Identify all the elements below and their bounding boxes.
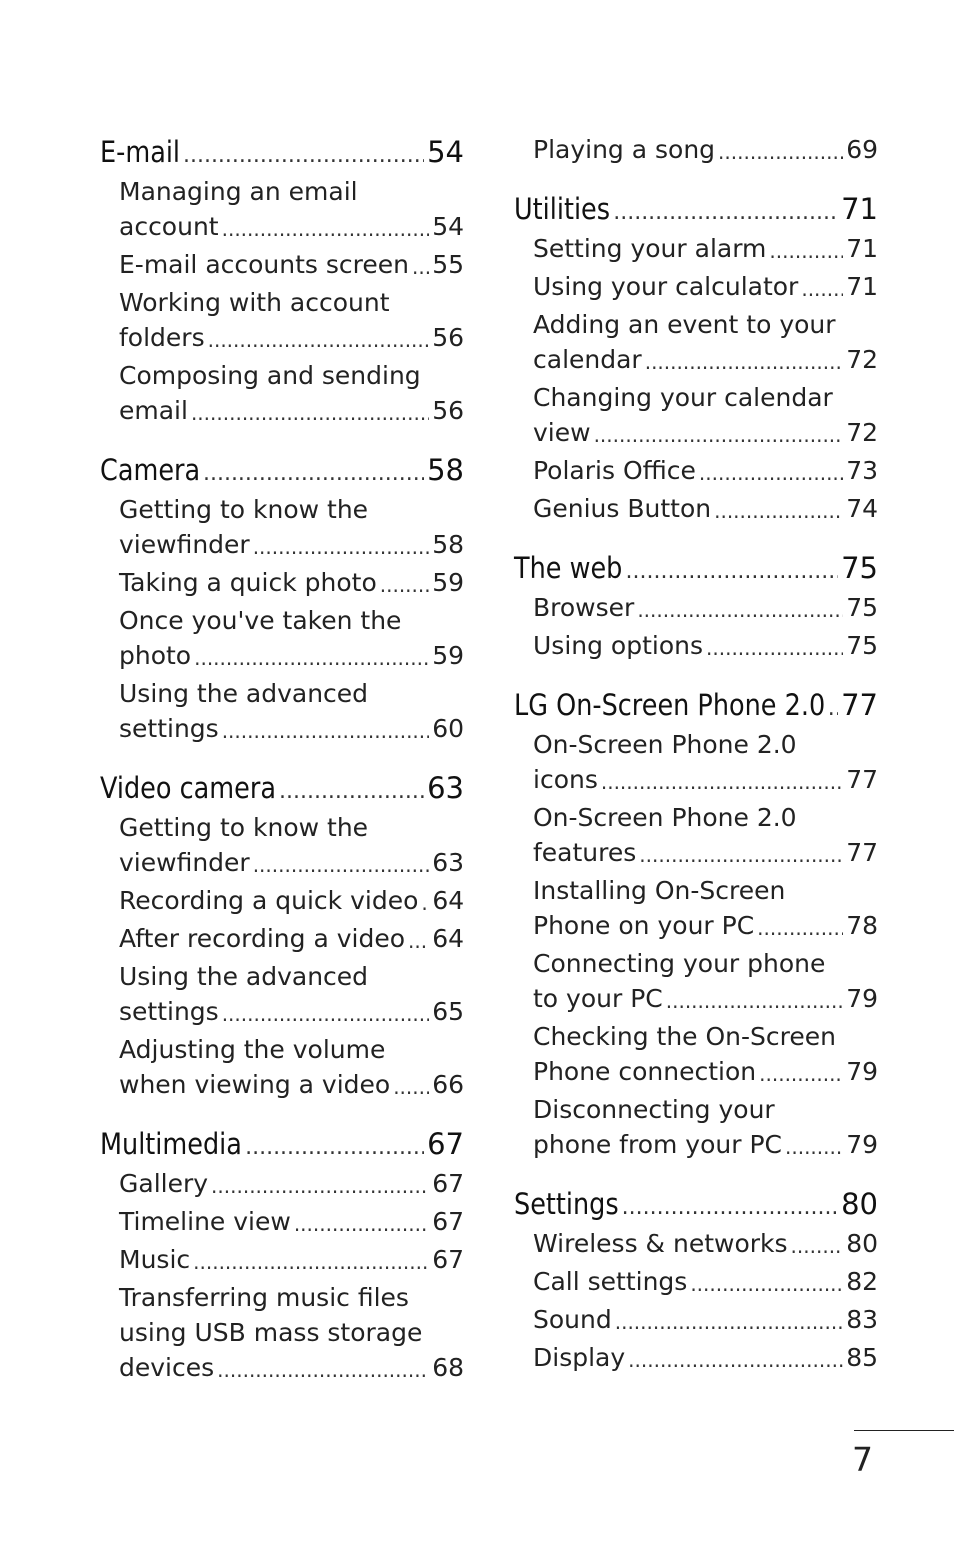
entry-line (119, 527, 464, 562)
entry-line (533, 628, 878, 663)
section-heading[interactable] (100, 450, 464, 490)
dot-leader (421, 888, 429, 918)
entry-line (533, 946, 878, 981)
entry-list (100, 1166, 464, 1385)
dot-leader (625, 556, 838, 588)
section-heading[interactable] (514, 685, 878, 725)
dot-leader (194, 643, 429, 673)
toc-entry[interactable] (119, 676, 464, 746)
entry-line (533, 1302, 878, 1337)
entry-text: view (533, 418, 591, 447)
entry-page-number: 54 (432, 212, 464, 241)
toc-section (514, 132, 878, 167)
toc-entry[interactable] (119, 174, 464, 244)
toc-section (514, 548, 878, 663)
entry-page-number: 55 (432, 250, 464, 279)
entry-page-number: 59 (432, 568, 464, 597)
entry-page-number: 72 (846, 345, 878, 374)
entry-line (533, 835, 878, 870)
entry-text: Working with account (119, 288, 390, 317)
entry-page-number: 73 (846, 456, 878, 485)
entry-line (533, 453, 878, 488)
toc-entry[interactable] (119, 1032, 464, 1102)
section-heading[interactable] (100, 1124, 464, 1164)
section-heading[interactable] (514, 1184, 878, 1224)
entry-page-number: 64 (432, 924, 464, 953)
entry-text: email (119, 396, 188, 425)
dot-leader (791, 1231, 844, 1261)
entry-line (533, 762, 878, 797)
entry-text: viewfinder (119, 530, 250, 559)
entry-line (119, 492, 464, 527)
entry-page-number: 75 (846, 631, 878, 660)
toc-section (514, 685, 878, 1162)
dot-leader (222, 214, 430, 244)
section-title: E-mail (100, 135, 181, 169)
entry-text: Call settings (533, 1267, 688, 1296)
toc-entry[interactable] (533, 132, 878, 167)
toc-entry[interactable] (119, 1204, 464, 1239)
entry-line (119, 358, 464, 393)
entry-text: On-Screen Phone 2.0 (533, 803, 797, 832)
toc-section (514, 1184, 878, 1375)
entry-line (533, 1092, 878, 1127)
entry-text: Polaris Office (533, 456, 696, 485)
entry-line (119, 711, 464, 746)
section-page-number: 67 (427, 1127, 464, 1161)
toc-entry[interactable] (533, 628, 878, 663)
entry-line (119, 393, 464, 428)
entry-page-number: 77 (846, 765, 878, 794)
toc-entry[interactable] (119, 1280, 464, 1385)
dot-leader (191, 398, 429, 428)
entry-text: Managing an email (119, 177, 358, 206)
entry-text: Connecting your phone (533, 949, 826, 978)
toc-entry[interactable] (119, 247, 464, 282)
entry-text: Disconnecting your (533, 1095, 775, 1124)
dot-leader (183, 140, 424, 172)
entry-text: account (119, 212, 219, 241)
entry-line (119, 883, 464, 918)
toc-entry[interactable] (533, 1092, 878, 1162)
entry-line (533, 491, 878, 526)
toc-entry[interactable] (119, 603, 464, 673)
entry-line (119, 1032, 464, 1067)
entry-page-number: 58 (432, 530, 464, 559)
entry-line (119, 1315, 464, 1350)
entry-line (533, 1340, 878, 1375)
entry-text: E-mail accounts screen (119, 250, 410, 279)
entry-page-number: 68 (432, 1353, 464, 1382)
dot-leader (408, 926, 429, 956)
page-number-rule (854, 1430, 954, 1431)
entry-line (533, 727, 878, 762)
entry-page-number: 78 (846, 911, 878, 940)
toc-section (100, 1124, 464, 1385)
toc-entry[interactable] (119, 565, 464, 600)
entry-text: folders (119, 323, 205, 352)
toc-entry[interactable] (533, 1226, 878, 1261)
entry-text: Recording a quick video (119, 886, 419, 915)
toc-section (514, 189, 878, 526)
dot-leader (279, 776, 424, 808)
page-number: 7 (852, 1440, 873, 1479)
entry-line (533, 1054, 878, 1089)
entry-text: Using the advanced (119, 679, 369, 708)
entry-text: Genius Button (533, 494, 712, 523)
entry-text: Transferring music files (119, 1283, 409, 1312)
entry-page-number: 72 (846, 418, 878, 447)
section-page-number: 58 (427, 453, 464, 487)
entry-line (119, 1280, 464, 1315)
entry-text: Once you've taken the (119, 606, 402, 635)
entry-text: Music (119, 1245, 191, 1274)
entry-text: Composing and sending (119, 361, 421, 390)
toc-entry[interactable] (119, 1166, 464, 1201)
dot-leader (801, 274, 843, 304)
toc-entry[interactable] (119, 959, 464, 1029)
entry-line (119, 1350, 464, 1385)
entry-text: Using the advanced (119, 962, 369, 991)
entry-line (533, 800, 878, 835)
toc-entry[interactable] (533, 590, 878, 625)
entry-line (119, 1204, 464, 1239)
toc-entry[interactable] (533, 946, 878, 1016)
entry-text: Using options (533, 631, 704, 660)
dot-leader (253, 850, 429, 880)
toc-section (100, 132, 464, 428)
toc-left-column (100, 132, 464, 1407)
entry-line (119, 209, 464, 244)
entry-text: Getting to know the (119, 813, 369, 842)
toc-entry[interactable] (533, 269, 878, 304)
entry-line (533, 1264, 878, 1299)
entry-text: After recording a video (119, 924, 405, 953)
entry-line (533, 908, 878, 943)
dot-leader (828, 693, 838, 725)
toc-entry[interactable] (533, 873, 878, 943)
entry-text: Phone on your PC (533, 911, 755, 940)
dot-leader (706, 633, 843, 663)
entry-list (100, 492, 464, 746)
dot-leader (757, 913, 843, 943)
dot-leader (193, 1247, 429, 1277)
toc-entry[interactable] (533, 1019, 878, 1089)
dot-leader (666, 986, 843, 1016)
entry-page-number: 67 (432, 1169, 464, 1198)
section-heading[interactable] (100, 132, 464, 172)
entry-line (119, 959, 464, 994)
entry-text: photo (119, 641, 192, 670)
entry-text: settings (119, 997, 219, 1026)
section-heading[interactable] (514, 548, 878, 588)
entry-line (119, 638, 464, 673)
dot-leader (601, 767, 843, 797)
entry-page-number: 63 (432, 848, 464, 877)
entry-line (119, 676, 464, 711)
dot-leader (645, 347, 843, 377)
entry-text: Adding an event to your (533, 310, 836, 339)
section-title: The web (514, 551, 623, 585)
dot-leader (714, 496, 843, 526)
dot-leader (253, 532, 429, 562)
entry-page-number: 67 (432, 1207, 464, 1236)
entry-list (514, 231, 878, 526)
entry-line (533, 380, 878, 415)
toc-entry[interactable] (119, 883, 464, 918)
section-title: Utilities (514, 192, 611, 226)
entry-page-number: 59 (432, 641, 464, 670)
entry-line (533, 269, 878, 304)
section-title: Camera (100, 453, 201, 487)
entry-text: icons (533, 765, 598, 794)
dot-leader (222, 716, 429, 746)
dot-leader (203, 458, 424, 490)
dot-leader (615, 1307, 843, 1337)
entry-list (100, 174, 464, 428)
dot-leader (759, 1059, 843, 1089)
entry-text: calendar (533, 345, 642, 374)
entry-page-number: 82 (846, 1267, 878, 1296)
dot-leader (785, 1132, 843, 1162)
toc-entry[interactable] (119, 810, 464, 880)
entry-line (119, 994, 464, 1029)
entry-line (119, 603, 464, 638)
entry-text: Adjusting the volume (119, 1035, 386, 1064)
entry-line (533, 873, 878, 908)
dot-leader (690, 1269, 843, 1299)
entry-text: settings (119, 714, 219, 743)
entry-page-number: 60 (432, 714, 464, 743)
dot-leader (613, 197, 838, 229)
entry-text: Wireless & networks (533, 1229, 788, 1258)
dot-leader (639, 840, 843, 870)
entry-page-number: 56 (432, 396, 464, 425)
entry-text: using USB mass storage (119, 1318, 423, 1347)
entry-text: Phone connection (533, 1057, 757, 1086)
dot-leader (699, 458, 843, 488)
toc-entry[interactable] (533, 231, 878, 266)
section-page-number: 80 (841, 1187, 878, 1221)
dot-leader (393, 1072, 429, 1102)
toc-section (100, 768, 464, 1102)
entry-text: Setting your alarm (533, 234, 767, 263)
section-title: Video camera (100, 771, 276, 805)
entry-line (119, 320, 464, 355)
entry-line (533, 590, 878, 625)
entry-text: Getting to know the (119, 495, 369, 524)
entry-page-number: 79 (846, 1130, 878, 1159)
entry-line (119, 247, 464, 282)
section-title: Multimedia (100, 1127, 242, 1161)
entry-text: Gallery (119, 1169, 209, 1198)
dot-leader (380, 570, 429, 600)
toc-right-column (514, 132, 878, 1397)
toc-entry[interactable] (533, 1340, 878, 1375)
entry-page-number: 74 (846, 494, 878, 523)
entry-page-number: 56 (432, 323, 464, 352)
entry-page-number: 71 (846, 234, 878, 263)
dot-leader (222, 999, 429, 1029)
entry-text: On-Screen Phone 2.0 (533, 730, 797, 759)
toc-entry[interactable] (533, 1302, 878, 1337)
section-page-number: 77 (841, 688, 878, 722)
entry-text: Sound (533, 1305, 612, 1334)
entry-text: Browser (533, 593, 635, 622)
entry-line (119, 810, 464, 845)
section-page-number: 54 (427, 135, 464, 169)
entry-text: Playing a song (533, 135, 716, 164)
dot-leader (622, 1192, 838, 1224)
entry-page-number: 83 (846, 1305, 878, 1334)
entry-list (100, 810, 464, 1102)
toc-entry[interactable] (533, 1264, 878, 1299)
entry-page-number: 71 (846, 272, 878, 301)
toc-entry[interactable] (119, 492, 464, 562)
entry-line (533, 981, 878, 1016)
dot-leader (208, 325, 430, 355)
entry-page-number: 65 (432, 997, 464, 1026)
dot-leader (637, 595, 843, 625)
entry-line (533, 342, 878, 377)
entry-list (514, 727, 878, 1162)
entry-line (119, 921, 464, 956)
entry-line (533, 1226, 878, 1261)
entry-page-number: 85 (846, 1343, 878, 1372)
entry-page-number: 64 (432, 886, 465, 915)
entry-line (533, 1127, 878, 1162)
entry-text: Using your calculator (533, 272, 799, 301)
section-heading[interactable] (514, 189, 878, 229)
toc-entry[interactable] (119, 285, 464, 355)
entry-page-number: 75 (846, 593, 878, 622)
entry-text: Changing your calendar (533, 383, 833, 412)
toc-entry[interactable] (533, 800, 878, 870)
dot-leader (769, 236, 843, 266)
entry-text: Installing On-Screen (533, 876, 786, 905)
toc-entry[interactable] (533, 491, 878, 526)
dot-leader (594, 420, 844, 450)
dot-leader (412, 252, 429, 282)
entry-line (119, 565, 464, 600)
dot-leader (294, 1209, 429, 1239)
entry-line (119, 1067, 464, 1102)
entry-page-number: 69 (846, 135, 878, 164)
entry-page-number: 67 (432, 1245, 464, 1274)
entry-text: devices (119, 1353, 215, 1382)
entry-line (533, 1019, 878, 1054)
entry-page-number: 66 (432, 1070, 464, 1099)
section-title: LG On-Screen Phone 2.0 (514, 688, 826, 722)
dot-leader (718, 137, 843, 167)
entry-line (533, 231, 878, 266)
toc-entry[interactable] (533, 453, 878, 488)
entry-text: Timeline view (119, 1207, 291, 1236)
entry-line (119, 1166, 464, 1201)
entry-page-number: 79 (846, 984, 878, 1013)
toc-entry[interactable] (119, 921, 464, 956)
entry-list (514, 590, 878, 663)
entry-list (514, 132, 878, 167)
entry-text: when viewing a video (119, 1070, 391, 1099)
entry-line (533, 415, 878, 450)
entry-list (514, 1226, 878, 1375)
entry-text: viewfinder (119, 848, 250, 877)
entry-text: to your PC (533, 984, 663, 1013)
entry-text: phone from your PC (533, 1130, 782, 1159)
entry-line (119, 174, 464, 209)
dot-leader (211, 1171, 429, 1201)
entry-line (119, 285, 464, 320)
entry-text: Display (533, 1343, 626, 1372)
toc-entry[interactable] (119, 1242, 464, 1277)
entry-line (119, 1242, 464, 1277)
toc-entry[interactable] (119, 358, 464, 428)
section-page-number: 75 (841, 551, 878, 585)
entry-line (533, 307, 878, 342)
entry-line (119, 845, 464, 880)
entry-page-number: 79 (846, 1057, 878, 1086)
section-heading[interactable] (100, 768, 464, 808)
toc-section (100, 450, 464, 746)
entry-line (533, 132, 878, 167)
toc-entry[interactable] (533, 727, 878, 797)
dot-leader (628, 1345, 843, 1375)
entry-page-number: 77 (846, 838, 878, 867)
dot-leader (245, 1132, 424, 1164)
toc-entry[interactable] (533, 307, 878, 377)
toc-entry[interactable] (533, 380, 878, 450)
section-page-number: 63 (427, 771, 464, 805)
entry-text: features (533, 838, 637, 867)
entry-text: Taking a quick photo (119, 568, 377, 597)
entry-page-number: 80 (846, 1229, 878, 1258)
section-title: Settings (514, 1187, 619, 1221)
entry-text: Checking the On-Screen (533, 1022, 836, 1051)
section-page-number: 71 (841, 192, 878, 226)
dot-leader (217, 1355, 429, 1385)
